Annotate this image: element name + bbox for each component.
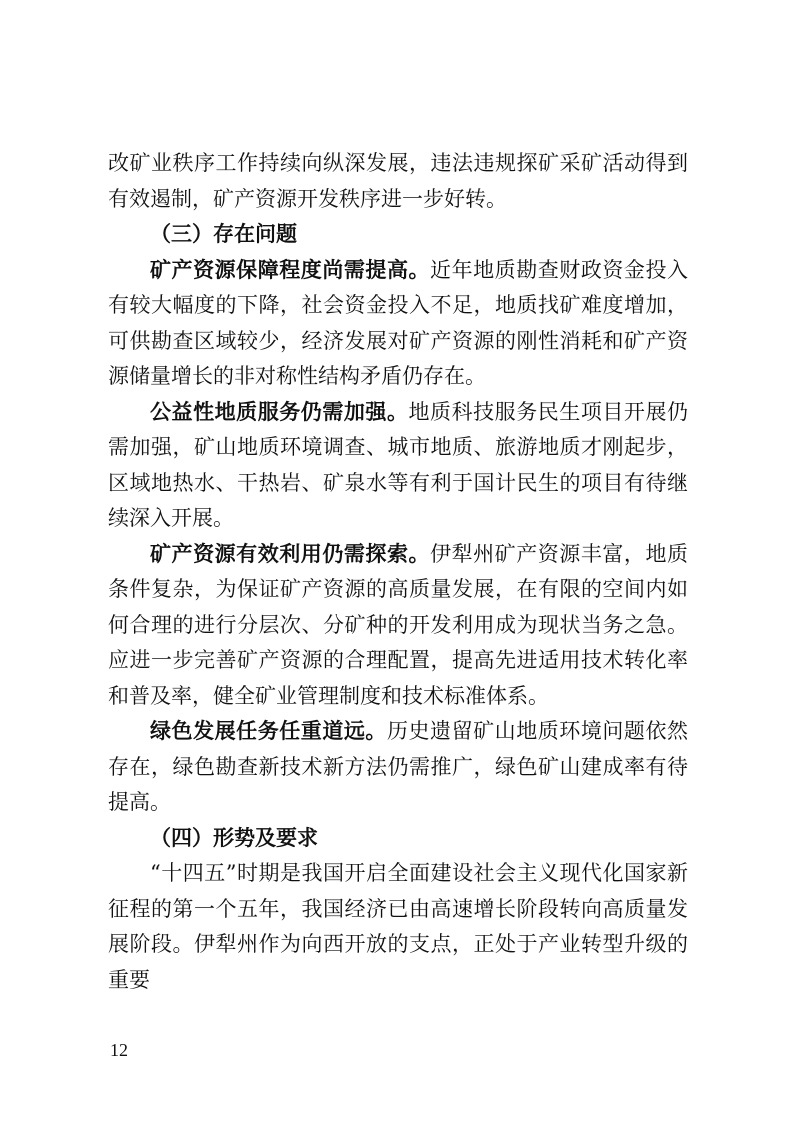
paragraph-text: 近年地质勘查财政资金投入有较大幅度的下降，社会资金投入不足，地质找矿难度增加，可供勘查区域较少，经济发展对矿产资源的刚性消耗和矿产资源储量增长的非对称性结构矛盾仍存在。 (108, 257, 689, 388)
paragraph-text: 地质科技服务民生项目开展仍需加强，矿山地质环境调查、城市地质、旅游地质才刚起步，区域地热水、干热岩、矿泉水等有利于国计民生的项目有待继续深入开展。 (108, 399, 688, 530)
paragraph-text: 历史遗留矿山地质环境问题依然存在，绿色勘查新技术新方法仍需推广，绿色矿山建成率有待提高。 (108, 719, 689, 814)
paragraph-public-service (108, 395, 688, 537)
body-text (108, 146, 688, 998)
paragraph-lead: 矿产资源有效利用仍需探索。 (150, 541, 431, 566)
paragraph-green-development (108, 714, 688, 821)
paragraph-lead: 矿产资源保障程度尚需提高。 (150, 257, 431, 282)
paragraph-lead: 公益性地质服务仍需加强。 (150, 399, 409, 424)
section-heading-problems: （三）存在问题 (150, 222, 297, 246)
paragraph-lead: 绿色发展任务任重道远。 (150, 719, 387, 743)
paragraph-situation (108, 856, 688, 998)
paragraph-text: 改矿业秩序工作持续向纵深发展，违法违规探矿采矿活动得到有效遏制，矿产资源开发秩序进一步好转。 (108, 151, 688, 211)
section-heading-situation: （四）形势及要求 (150, 825, 318, 850)
paragraph-resource-utilization (108, 537, 688, 715)
page-number: 12 (110, 1040, 128, 1060)
paragraph-resource-guarantee (108, 253, 688, 395)
paragraph-text: 伊犁州矿产资源丰富，地质条件复杂，为保证矿产资源的高质量发展，在有限的空间内如何合理的进行分层次、分矿种的开发利用成为现状当务之急。应进一步完善矿产资源的合理配置，提高先进适用技术转化率和普及率，健全矿业管理制度和技术标准体系。 (108, 541, 689, 708)
paragraph-continued (108, 146, 688, 217)
paragraph-text: “十四五”时期是我国开启全面建设社会主义现代化国家新征程的第一个五年，我国经济已由高速增长阶段转向高质量发展阶段。伊犁州作为向西开放的支点，正处于产业转型升级的重要 (108, 861, 688, 992)
